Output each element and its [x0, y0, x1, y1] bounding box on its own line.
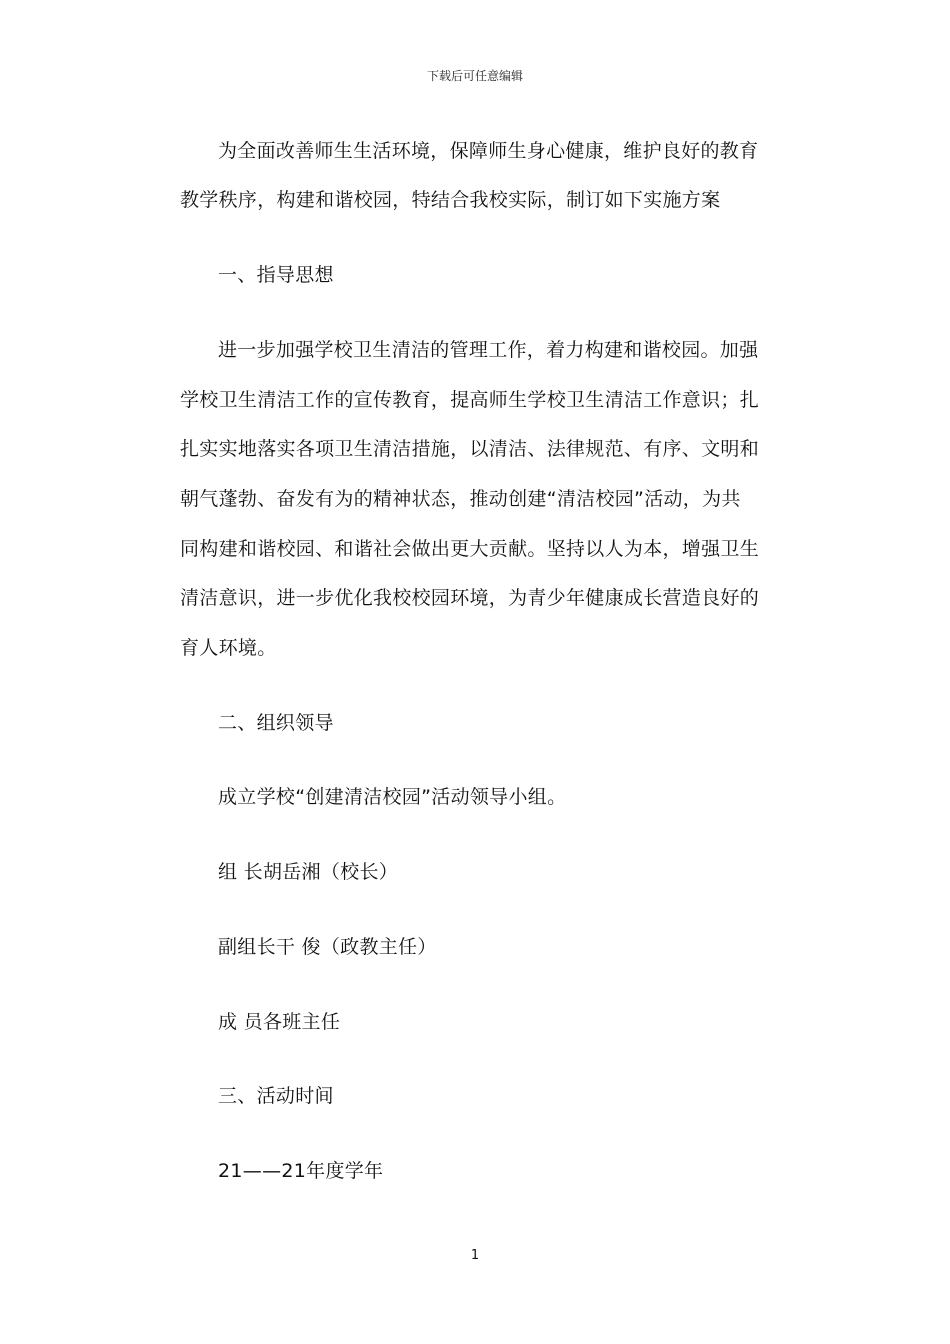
body-line: 组 长胡岳湘（校长）: [218, 861, 399, 883]
section-heading: 二、组织领导: [218, 712, 334, 734]
section-heading: 一、指导思想: [218, 264, 334, 286]
body-line: 副组长干 俊（政教主任）: [218, 936, 437, 958]
page-header: 下载后可任意编辑: [426, 69, 523, 83]
body-line: 21——21年度学年: [218, 1160, 384, 1182]
body-line: 扎实实地落实各项卫生清洁措施，以清洁、法律规范、有序、文明和: [180, 438, 760, 460]
body-line: 朝气蓬勃、奋发有为的精神状态，推动创建“清洁校园”活动，为共: [180, 488, 741, 510]
body-line: 进一步加强学校卫生清洁的管理工作，着力构建和谐校园。加强: [218, 339, 759, 361]
section-heading: 三、活动时间: [218, 1085, 334, 1107]
body-line: 清洁意识，进一步优化我校校园环境，为青少年健康成长营造良好的: [180, 587, 760, 609]
body-line: 学校卫生清洁工作的宣传教育，提高师生学校卫生清洁工作意识；扎: [180, 389, 760, 411]
intro-line: 教学秩序，构建和谐校园，特结合我校实际，制订如下实施方案: [180, 189, 721, 211]
body-line: 成立学校“创建清洁校园”活动领导小组。: [218, 786, 567, 808]
page-number: 1: [470, 1248, 480, 1263]
body-line: 成 员各班主任: [218, 1011, 341, 1033]
body-line: 育人环境。: [180, 637, 277, 659]
intro-line: 为全面改善师生生活环境，保障师生身心健康，维护良好的教育: [218, 140, 759, 162]
body-line: 同构建和谐校园、和谐社会做出更大贡献。坚持以人为本，增强卫生: [180, 538, 760, 560]
